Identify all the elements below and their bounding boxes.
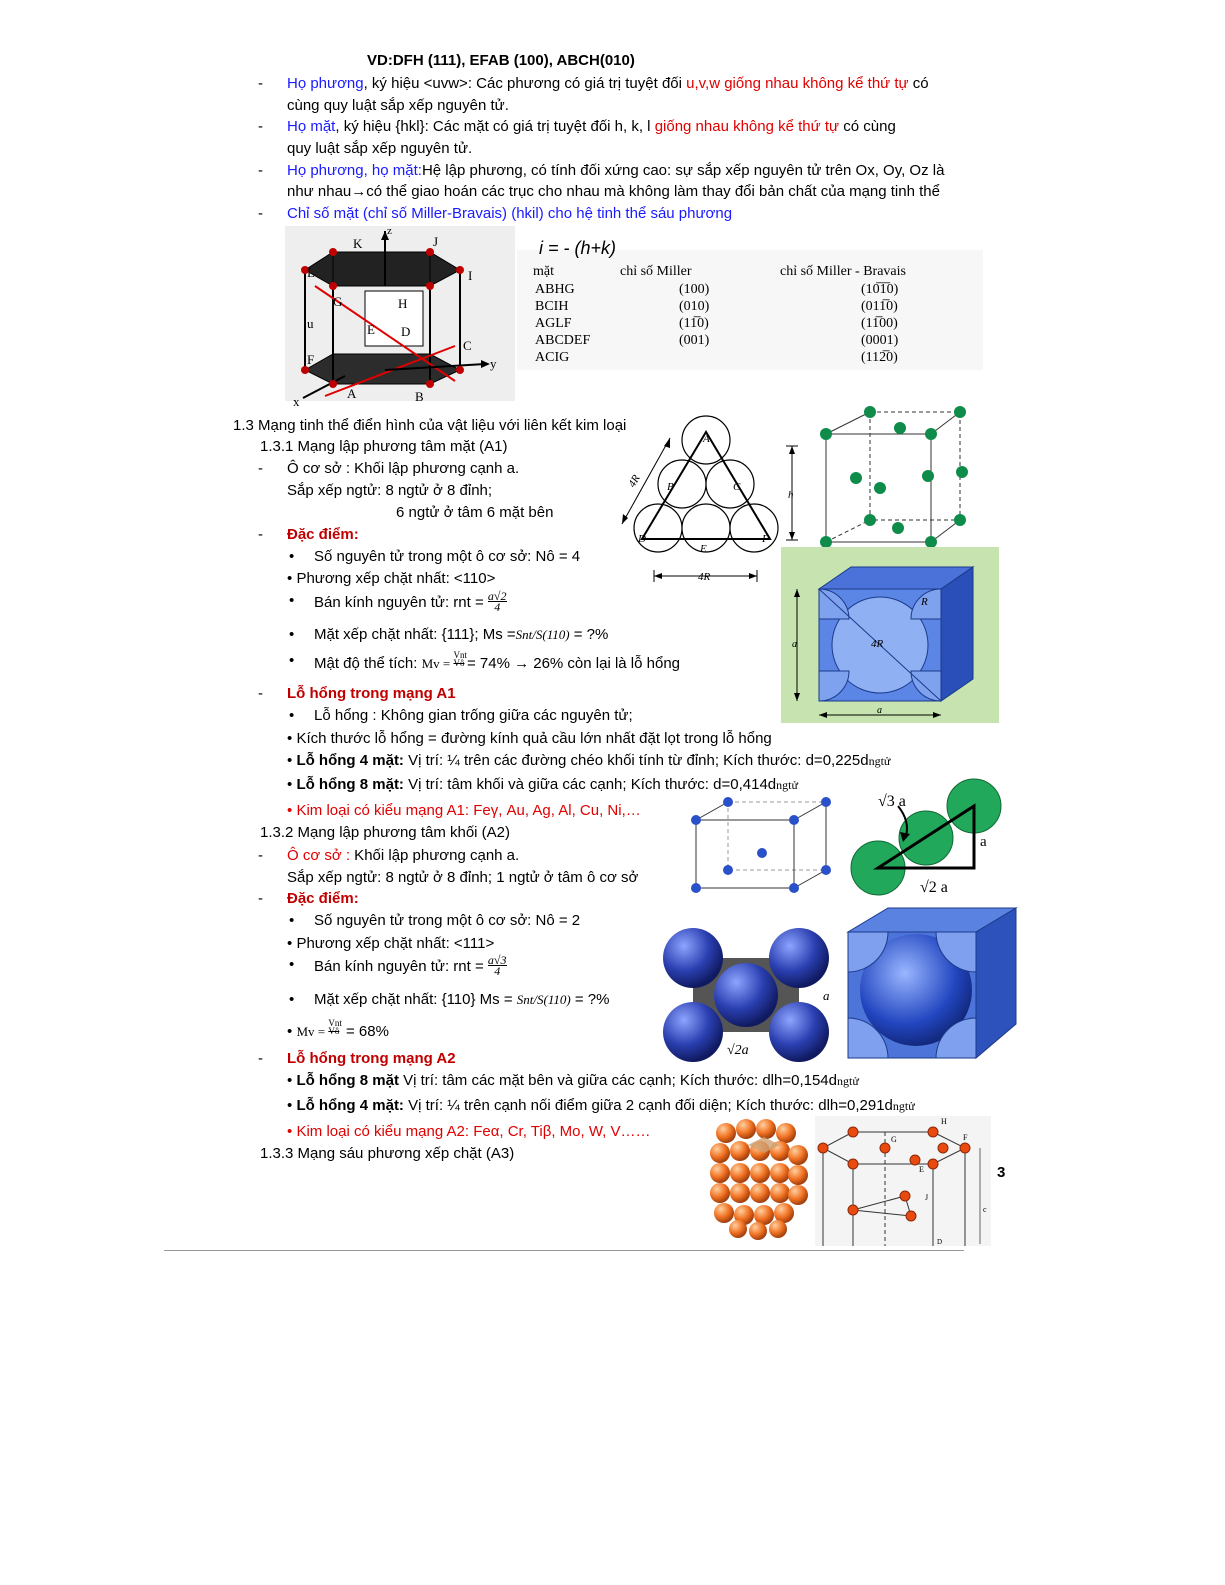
a1-arrangement-2: 6 ngtử ở tâm 6 mặt bên bbox=[396, 504, 554, 521]
a2-octa-void bbox=[287, 1071, 859, 1091]
label-G: G bbox=[333, 294, 343, 309]
sub-ngtu: ngtử bbox=[837, 1074, 859, 1088]
page-number: 3 bbox=[997, 1164, 1006, 1181]
row-bravais: (11̅00) bbox=[861, 316, 898, 331]
a1-unit-cell: Ô cơ sở : Khối lập phương cạnh a. bbox=[287, 460, 520, 477]
formula: i = - (h+k) bbox=[539, 238, 617, 258]
a2-tetra-text: Vị trí: ¼ trên cạnh nối điểm giữa 2 cạnh đối diện; Kích thước: dlh=0,291d bbox=[403, 1097, 893, 1114]
label-E: E bbox=[367, 322, 375, 337]
a2-radius-num: a√3 bbox=[487, 953, 507, 967]
section-1-3-1: 1.3.1 Mạng lập phương tâm mặt (A1) bbox=[260, 438, 508, 455]
hcp-cell-figure bbox=[815, 1116, 991, 1246]
a2-metals bbox=[287, 1122, 651, 1142]
ho-phuong-text: , ký hiệu <uvw>: Các phương có giá trị tuyệt đối bbox=[363, 75, 687, 92]
header-miller-bravais: chỉ số Miller - Bravais bbox=[780, 264, 906, 279]
a1-close-direction bbox=[287, 569, 495, 589]
a1-close-plane bbox=[314, 625, 608, 645]
a1-metals bbox=[287, 801, 641, 821]
dash: - bbox=[258, 162, 263, 179]
label-u: u bbox=[307, 316, 314, 331]
void-definition: Lỗ hổng : Không gian trống giữa các nguyên tử; bbox=[314, 707, 633, 724]
a1-volume-density bbox=[314, 651, 680, 674]
hcp-H: H bbox=[941, 1117, 947, 1126]
ho-mat-line2: quy luật sắp xếp nguyên tử. bbox=[287, 140, 473, 157]
sub-ngtu: ngtử bbox=[776, 778, 798, 792]
label-C: C bbox=[463, 338, 472, 353]
a1-tetra-label: Lỗ hổng 4 mặt: bbox=[296, 752, 404, 769]
label-z: z bbox=[387, 225, 392, 237]
bcc-sqrt3a: √3 a bbox=[878, 793, 906, 810]
row-bravais: (10̅1̅0) bbox=[861, 282, 899, 297]
a1-atoms-per-cell: Số nguyên tử trong một ô cơ sở: Nô = 4 bbox=[314, 548, 581, 565]
fcc-cube-figure bbox=[822, 406, 967, 546]
a1-radius-num: a√2 bbox=[487, 589, 507, 603]
bcc-spheres-a: a bbox=[823, 988, 830, 1003]
tri-A: A bbox=[703, 433, 710, 445]
ho-phuong-mat-label: Họ phương, họ mặt: bbox=[287, 162, 422, 179]
ho-phuong-line bbox=[287, 74, 929, 94]
tri-h: h bbox=[788, 489, 794, 501]
a1-close-plane-text: Mặt xếp chặt nhất: {111}; Ms = bbox=[314, 626, 516, 643]
a2-unit-cell-text: Khối lập phương cạnh a. bbox=[350, 847, 520, 864]
ho-phuong-mat-text: Hệ lập phương, có tính đối xứng cao: sự sắp xếp nguyên tử trên Ox, Oy, Oz là bbox=[421, 162, 945, 179]
a2-close-plane bbox=[314, 990, 609, 1010]
a1-volume-text: Mật độ thể tích: bbox=[314, 655, 422, 672]
row-bravais: (011̅0) bbox=[861, 299, 898, 314]
dash: - bbox=[258, 460, 263, 477]
ho-phuong-text2: có bbox=[908, 75, 929, 92]
a1-octa-void bbox=[287, 775, 798, 795]
sub-ngtu: ngtử bbox=[868, 754, 891, 768]
a1-octa-label: Lỗ hổng 8 mặt: bbox=[296, 776, 404, 793]
a1-vnt: Vnt bbox=[453, 650, 467, 660]
a1-tetra-text: Vị trí: ¼ trên các đường chéo khối tính từ đỉnh; Kích thước: d=0,225d bbox=[403, 752, 869, 769]
a2-volume-end: = 68% bbox=[341, 1023, 389, 1040]
sub-ngtu: ngtử bbox=[892, 1099, 915, 1113]
bcc-spheres-sqrt2a: √2a bbox=[727, 1043, 749, 1058]
a1-voids-title: Lỗ hổng trong mạng A1 bbox=[287, 685, 456, 702]
label-K: K bbox=[353, 236, 363, 251]
a1-metals-text: Kim loại có kiểu mạng A1: Feγ, Au, Ag, Al, Cu, Ni,… bbox=[296, 802, 641, 819]
ho-mat-text2: có cùng bbox=[839, 118, 896, 135]
fcc-cut-R: R bbox=[921, 596, 928, 608]
ho-mat-red: giống nhau không kể thứ tự bbox=[654, 118, 840, 135]
label-L: L bbox=[307, 265, 315, 280]
bcc-a: a bbox=[980, 834, 987, 850]
a2-atomic-radius bbox=[314, 955, 507, 977]
bullet: • bbox=[287, 1097, 293, 1114]
a1-octa-text: Vị trí: tâm khối và giữa các cạnh; Kích thước: d=0,414d bbox=[403, 776, 777, 793]
bullet: • bbox=[289, 991, 295, 1008]
row-face: ABHG bbox=[535, 282, 575, 297]
page-bottom-rule bbox=[164, 1250, 964, 1251]
miller-bravais-table bbox=[517, 238, 983, 370]
a2-features-title: Đặc điểm: bbox=[287, 890, 359, 907]
a2-metals-text: Kim loại có kiểu mạng A2: Feα, Cr, Tiβ, Mo, W, V…… bbox=[296, 1123, 651, 1140]
tri-4R-side: 4R bbox=[626, 472, 643, 490]
label-B: B bbox=[415, 389, 424, 404]
row-miller: (010) bbox=[679, 299, 710, 314]
fcc-cut-4R: 4R bbox=[871, 638, 884, 650]
a2-mv: Mv = bbox=[296, 1024, 329, 1039]
bullet: • bbox=[289, 592, 295, 609]
row-miller: (11̅0) bbox=[679, 316, 709, 331]
hcp-F: F bbox=[963, 1133, 968, 1142]
ho-phuong-line2: cùng quy luật sắp xếp nguyên tử. bbox=[287, 97, 509, 114]
a2-atoms-per-cell: Số nguyên tử trong một ô cơ sở: Nô = 2 bbox=[314, 912, 581, 929]
dash: - bbox=[258, 526, 263, 543]
a1-volume-end: = 74% → 26% còn lại là lỗ hổng bbox=[466, 655, 681, 672]
a2-vo: Vô bbox=[328, 1026, 340, 1036]
a2-radius-den: 4 bbox=[494, 964, 501, 978]
bullet: • bbox=[287, 1023, 293, 1040]
bcc-cut-cube-figure bbox=[844, 904, 1024, 1064]
ho-phuong-mat-line bbox=[287, 161, 944, 181]
a1-atomic-radius bbox=[314, 591, 507, 613]
a2-close-direction bbox=[287, 934, 494, 954]
a1-radius-text: Bán kính nguyên tử: rnt = bbox=[314, 594, 488, 611]
dash: - bbox=[258, 118, 263, 135]
label-H: H bbox=[398, 296, 408, 311]
bullet: • bbox=[287, 730, 293, 747]
ho-phuong-label: Họ phương bbox=[287, 75, 364, 92]
fcc-cut-a-base: a bbox=[877, 705, 882, 716]
header-miller: chỉ số Miller bbox=[620, 264, 692, 279]
tri-E: E bbox=[700, 543, 707, 555]
ho-mat-label: Họ mặt bbox=[287, 118, 336, 135]
bullet: • bbox=[289, 956, 295, 973]
a1-mv: Mv = bbox=[421, 656, 454, 671]
a1-tetra-void bbox=[287, 751, 890, 771]
row-miller: (001) bbox=[679, 333, 710, 348]
a1-ms-end: = ?% bbox=[569, 626, 609, 643]
dash: - bbox=[258, 1050, 263, 1067]
hcp-G: G bbox=[891, 1135, 897, 1144]
example-line: VD:DFH (111), EFAB (100), ABCH(010) bbox=[367, 52, 635, 69]
label-A: A bbox=[347, 386, 357, 401]
a2-voids-title: Lỗ hổng trong mạng A2 bbox=[287, 1050, 456, 1067]
bullet: • bbox=[287, 776, 293, 793]
a1-radius-den: 4 bbox=[494, 600, 501, 614]
a2-octa-text: Vị trí: tâm các mặt bên và giữa các cạnh; Kích thước: dlh=0,154d bbox=[398, 1072, 837, 1089]
a2-close-plane-text: Mặt xếp chặt nhất: {110} Ms = bbox=[314, 991, 517, 1008]
hex-prism-figure bbox=[285, 225, 515, 409]
bcc-cube-figure bbox=[688, 798, 838, 898]
row-bravais: (112̅0) bbox=[861, 350, 898, 365]
tri-B: B bbox=[667, 481, 674, 493]
fcc-cut-a-side: a bbox=[792, 639, 797, 650]
label-x: x bbox=[293, 394, 300, 409]
section-1-3-2: 1.3.2 Mạng lập phương tâm khối (A2) bbox=[260, 824, 511, 841]
label-y: y bbox=[490, 356, 497, 371]
ho-mat-text: , ký hiệu {hkl}: Các mặt có giá trị tuyệt đối h, k, l bbox=[335, 118, 655, 135]
dash: - bbox=[258, 685, 263, 702]
a2-unit-cell-label: Ô cơ sở : bbox=[287, 847, 351, 864]
bullet: • bbox=[287, 1123, 293, 1140]
a1-arrangement-1: Sắp xếp ngtử: 8 ngtử ở 8 đỉnh; bbox=[287, 482, 493, 499]
label-J: J bbox=[433, 234, 439, 249]
row-miller: (100) bbox=[679, 282, 710, 297]
tri-C: C bbox=[733, 481, 741, 493]
bullet: • bbox=[287, 752, 293, 769]
header-mat: mặt bbox=[533, 264, 554, 279]
row-face: AGLF bbox=[535, 316, 572, 331]
miller-bravais-title: Chỉ số mặt (chỉ số Miller-Bravais) (hkil) cho hệ tinh thể sáu phương bbox=[287, 205, 733, 222]
a2-octa-label: Lỗ hổng 8 mặt bbox=[296, 1072, 399, 1089]
row-face: ABCDEF bbox=[535, 333, 591, 348]
bcc-spheres-figure bbox=[657, 926, 835, 1066]
hcp-E: E bbox=[919, 1165, 924, 1174]
section-1-3: 1.3 Mạng tinh thể điển hình của vật liệu với liên kết kim loại bbox=[233, 417, 627, 434]
ho-phuong-mat-line2: như nhau→có thể giao hoán các trục cho nhau mà không làm thay đổi bản chất của mạng tinh thể bbox=[287, 183, 940, 200]
hcp-D: D bbox=[937, 1238, 943, 1246]
dash: - bbox=[258, 205, 263, 222]
dash: - bbox=[258, 75, 263, 92]
label-F: F bbox=[307, 352, 315, 367]
hcp-J: J bbox=[925, 1193, 929, 1202]
fcc-cut-cube-figure bbox=[781, 547, 999, 723]
dash: - bbox=[258, 847, 263, 864]
bcc-sqrt2a: √2 a bbox=[920, 879, 948, 896]
ho-mat-line bbox=[287, 117, 896, 137]
dash: - bbox=[258, 890, 263, 907]
tri-D: D bbox=[638, 533, 646, 545]
bullet: • bbox=[289, 626, 295, 643]
a2-close-direction-text: Phương xếp chặt nhất: <111> bbox=[296, 935, 495, 952]
a1-features-title: Đặc điểm: bbox=[287, 526, 359, 543]
bullet: • bbox=[289, 548, 295, 565]
a1-close-direction-text: Phương xếp chặt nhất: <110> bbox=[296, 570, 496, 587]
bullet: • bbox=[289, 652, 295, 669]
bcc-diagonal-figure bbox=[848, 776, 1010, 898]
a2-unit-cell bbox=[287, 846, 519, 866]
row-bravais: (0001) bbox=[861, 333, 899, 348]
a2-volume-density bbox=[287, 1019, 389, 1042]
void-size bbox=[287, 729, 772, 749]
row-face: BCIH bbox=[535, 299, 569, 314]
ho-phuong-red: u,v,w giống nhau không kể thứ tự bbox=[686, 75, 909, 92]
void-size-text: Kích thước lỗ hổng = đường kính quả cầu lớn nhất đặt lọt trong lỗ hổng bbox=[296, 730, 772, 747]
a2-arrangement: Sắp xếp ngtử: 8 ngtử ở 8 đỉnh; 1 ngtử ở tâm ô cơ sở bbox=[287, 869, 639, 886]
a1-ms-formula: Snt/S(110) bbox=[515, 627, 570, 642]
a2-tetra-void bbox=[287, 1096, 915, 1116]
hcp-c: c bbox=[983, 1205, 987, 1214]
a2-radius-text: Bán kính nguyên tử: rnt = bbox=[314, 958, 488, 975]
tri-4R-base: 4R bbox=[698, 571, 711, 583]
bullet: • bbox=[287, 1072, 293, 1089]
bullet: • bbox=[289, 707, 295, 724]
tri-F: F bbox=[762, 533, 769, 545]
a1-vo: Vô bbox=[453, 658, 465, 668]
label-D: D bbox=[401, 324, 411, 339]
a2-tetra-label: Lỗ hổng 4 mặt: bbox=[296, 1097, 404, 1114]
section-1-3-3: 1.3.3 Mạng sáu phương xếp chặt (A3) bbox=[260, 1145, 515, 1162]
label-I: I bbox=[468, 268, 473, 283]
a2-vnt: Vnt bbox=[328, 1018, 342, 1028]
bullet: • bbox=[287, 935, 293, 952]
bullet: • bbox=[287, 802, 293, 819]
bullet: • bbox=[289, 912, 295, 929]
a2-ms-end: = ?% bbox=[570, 991, 610, 1008]
row-face: ACIG bbox=[535, 350, 570, 365]
a2-ms-formula: Snt/S(110) bbox=[516, 992, 571, 1007]
bullet: • bbox=[287, 570, 293, 587]
hcp-sphere-stack-figure bbox=[708, 1117, 808, 1239]
